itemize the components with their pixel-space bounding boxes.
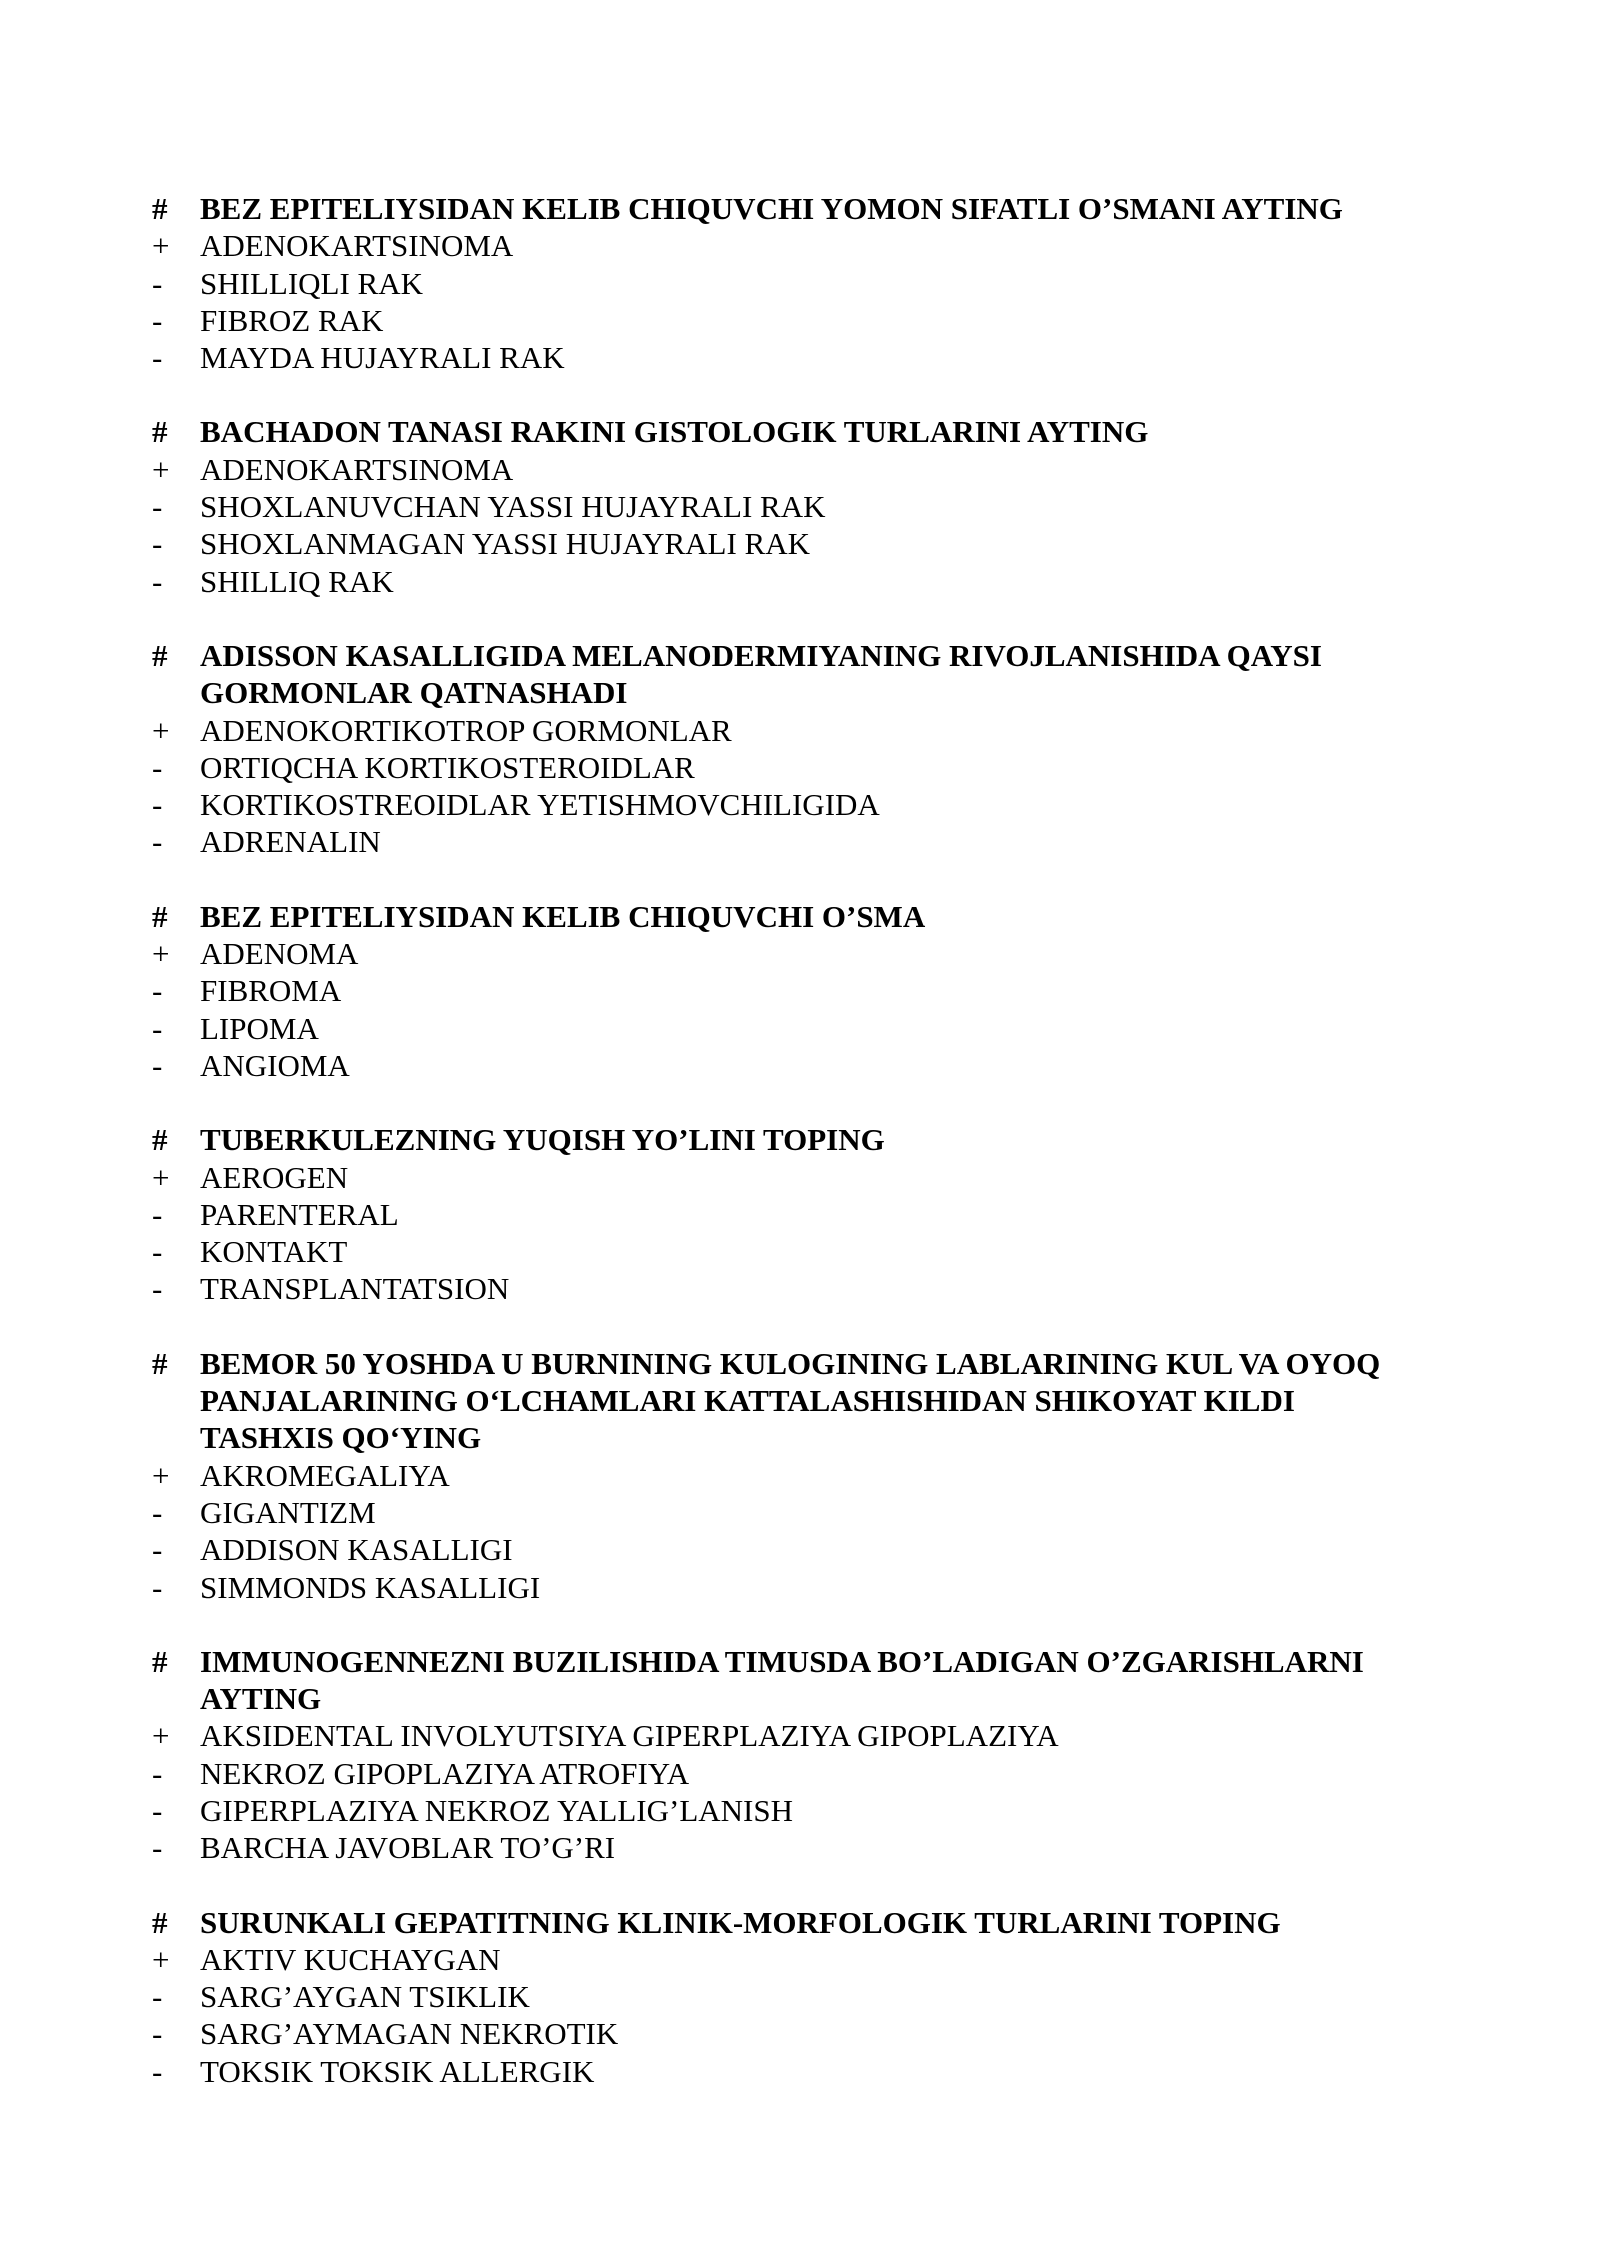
question-line (0, 1904, 1600, 1941)
answer-option (0, 1047, 1600, 1084)
question-marker: # (152, 1345, 168, 1381)
question-text: BEZ EPITELIYSIDAN KELIB CHIQUVCHI YOMON SIFATLI O’SMANI AYTING (200, 191, 1343, 226)
question-line (0, 1345, 1600, 1382)
option-text: TRANSPLANTATSION (200, 1271, 510, 1307)
option-text: ADDISON KASALLIGI (200, 1532, 513, 1568)
question-block (0, 637, 1600, 861)
question-line (0, 1121, 1600, 1158)
question-marker: # (152, 1643, 168, 1679)
answer-option (0, 265, 1600, 302)
option-marker: - (152, 1569, 163, 1605)
question-marker: # (152, 1122, 168, 1158)
option-text: ANGIOMA (200, 1047, 350, 1083)
option-marker: + (152, 451, 170, 487)
answer-option (0, 1531, 1600, 1568)
option-text: SHOXLANUVCHAN YASSI HUJAYRALI RAK (200, 489, 826, 525)
question-marker: # (152, 191, 168, 226)
option-text: AEROGEN (200, 1159, 349, 1195)
option-marker: - (152, 749, 163, 785)
answer-option (0, 1457, 1600, 1494)
option-marker: - (152, 340, 163, 376)
option-marker: - (152, 302, 163, 338)
answer-option (0, 1494, 1600, 1531)
question-marker: # (152, 1904, 168, 1940)
option-marker: - (152, 787, 163, 823)
option-text: NEKROZ GIPOPLAZIYA ATROFIYA (200, 1755, 690, 1791)
option-text: BARCHA JAVOBLAR TO’G’RI (200, 1830, 616, 1866)
question-block (0, 1121, 1600, 1307)
answer-option (0, 1196, 1600, 1233)
option-text: SARG’AYGAN TSIKLIK (200, 1979, 530, 2015)
option-marker: - (152, 1792, 163, 1828)
option-text: ADENOMA (200, 936, 359, 972)
question-block (0, 898, 1600, 1084)
option-marker: + (152, 936, 170, 972)
option-text: FIBROMA (200, 973, 342, 1009)
question-line (0, 190, 1600, 227)
question-text: TUBERKULEZNING YUQISH YO’LINI TOPING (200, 1122, 885, 1158)
answer-option (0, 749, 1600, 786)
answer-option (0, 1829, 1600, 1866)
option-text: GIGANTIZM (200, 1494, 376, 1530)
option-marker: - (152, 563, 163, 599)
option-text: AKTIV KUCHAYGAN (200, 1941, 501, 1977)
question-line (0, 674, 1600, 711)
answer-option (0, 1941, 1600, 1978)
option-marker: - (152, 1532, 163, 1568)
option-text: AKSIDENTAL INVOLYUTSIYA GIPERPLAZIYA GIPOPLAZIYA (200, 1718, 1059, 1754)
option-text: SHOXLANMAGAN YASSI HUJAYRALI RAK (200, 526, 811, 562)
option-text: LIPOMA (200, 1010, 319, 1046)
question-marker: # (152, 414, 168, 450)
option-marker: + (152, 1457, 170, 1493)
option-marker: - (152, 2016, 163, 2052)
option-text: GIPERPLAZIYA NEKROZ YALLIG’LANISH (200, 1792, 793, 1828)
question-block (0, 190, 1600, 376)
option-text: KORTIKOSTREOIDLAR YETISHMOVCHILIGIDA (200, 787, 880, 823)
option-marker: - (152, 973, 163, 1009)
answer-option (0, 935, 1600, 972)
option-marker: + (152, 712, 170, 748)
option-text: KONTAKT (200, 1234, 348, 1270)
option-text: ADENOKARTSINOMA (200, 451, 514, 487)
option-marker: - (152, 2053, 163, 2089)
option-marker: + (152, 228, 170, 264)
answer-option (0, 1717, 1600, 1754)
option-text: ORTIQCHA KORTIKOSTEROIDLAR (200, 749, 695, 785)
option-marker: - (152, 1196, 163, 1232)
question-text: SURUNKALI GEPATITNING KLINIK-MORFOLOGIK TURLARINI TOPING (200, 1904, 1281, 1940)
option-text: SHILLIQLI RAK (200, 265, 423, 301)
answer-option (0, 1569, 1600, 1606)
question-line (0, 413, 1600, 450)
question-block (0, 1904, 1600, 2090)
option-text: MAYDA HUJAYRALI RAK (200, 340, 565, 376)
option-marker: - (152, 824, 163, 860)
answer-option (0, 563, 1600, 600)
option-marker: - (152, 1271, 163, 1307)
option-marker: - (152, 1494, 163, 1530)
answer-option (0, 1233, 1600, 1270)
option-text: SARG’AYMAGAN NEKROTIK (200, 2016, 619, 2052)
answer-option (0, 525, 1600, 562)
option-text: SHILLIQ RAK (200, 563, 394, 599)
answer-option (0, 712, 1600, 749)
option-marker: - (152, 1979, 163, 2015)
option-text: ADRENALIN (200, 824, 381, 860)
question-line (0, 1382, 1600, 1419)
question-block (0, 413, 1600, 599)
answer-option (0, 1010, 1600, 1047)
option-marker: - (152, 265, 163, 301)
answer-option (0, 339, 1600, 376)
question-text: BEMOR 50 YOSHDA U BURNINING KULOGINING LABLARINING KUL VA OYOQ (200, 1345, 1381, 1381)
answer-option (0, 1159, 1600, 1196)
option-marker: + (152, 1941, 170, 1977)
answer-option (0, 451, 1600, 488)
option-marker: - (152, 1234, 163, 1270)
option-text: AKROMEGALIYA (200, 1457, 450, 1493)
question-line (0, 898, 1600, 935)
option-text: ADENOKORTIKOTROP GORMONLAR (200, 712, 732, 748)
answer-option (0, 2053, 1600, 2090)
question-block (0, 1345, 1600, 1606)
option-text: TOKSIK TOKSIK ALLERGIK (200, 2053, 595, 2089)
option-marker: - (152, 1830, 163, 1866)
question-text: IMMUNOGENNEZNI BUZILISHIDA TIMUSDA BO’LADIGAN O’ZGARISHLARNI (200, 1643, 1364, 1679)
answer-option (0, 2015, 1600, 2052)
option-marker: + (152, 1159, 170, 1195)
option-marker: + (152, 1718, 170, 1754)
answer-option (0, 1755, 1600, 1792)
option-marker: - (152, 1010, 163, 1046)
option-marker: - (152, 1047, 163, 1083)
question-text: TASHXIS QO‘YING (200, 1420, 482, 1456)
option-marker: - (152, 526, 163, 562)
question-text: GORMONLAR QATNASHADI (200, 675, 628, 711)
answer-option (0, 823, 1600, 860)
option-text: SIMMONDS KASALLIGI (200, 1569, 541, 1605)
question-line (0, 1643, 1600, 1680)
option-marker: - (152, 1755, 163, 1791)
answer-option (0, 1978, 1600, 2015)
question-text: BEZ EPITELIYSIDAN KELIB CHIQUVCHI O’SMA (200, 898, 926, 934)
answer-option (0, 786, 1600, 823)
answer-option (0, 1792, 1600, 1829)
question-line (0, 637, 1600, 674)
answer-option (0, 227, 1600, 264)
question-marker: # (152, 637, 168, 673)
option-text: FIBROZ RAK (200, 302, 384, 338)
answer-option (0, 972, 1600, 1009)
question-line (0, 1419, 1600, 1456)
question-text: PANJALARINING O‘LCHAMLARI KATTALASHISHIDAN SHIKOYAT KILDI (200, 1383, 1295, 1419)
question-marker: # (152, 898, 168, 934)
question-line (0, 1680, 1600, 1717)
question-text: ADISSON KASALLIGIDA MELANODERMIYANING RIVOJLANISHIDA QAYSI (200, 637, 1322, 673)
option-marker: - (152, 489, 163, 525)
answer-option (0, 488, 1600, 525)
question-block (0, 1643, 1600, 1867)
option-text: PARENTERAL (200, 1196, 399, 1232)
question-text: AYTING (200, 1681, 322, 1717)
answer-option (0, 302, 1600, 339)
option-text: ADENOKARTSINOMA (200, 228, 514, 264)
answer-option (0, 1270, 1600, 1307)
question-text: BACHADON TANASI RAKINI GISTOLOGIK TURLARINI AYTING (200, 414, 1149, 450)
